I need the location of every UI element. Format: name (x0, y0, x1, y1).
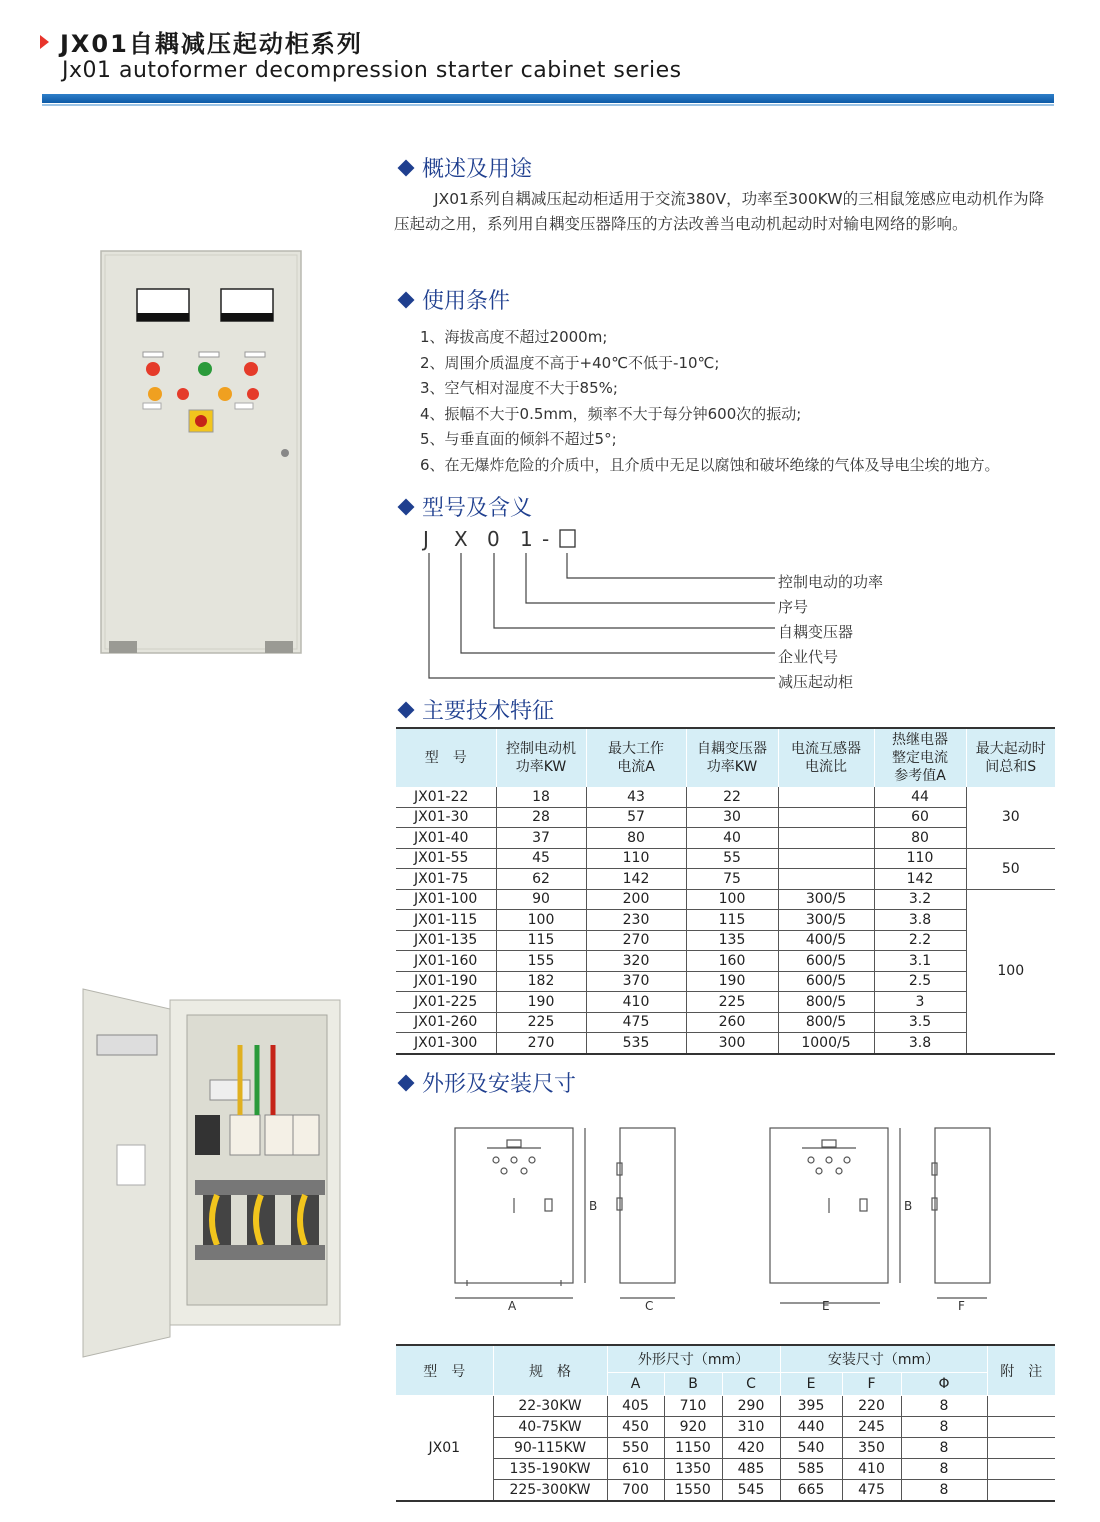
specs-cell (778, 828, 874, 849)
diamond-bullet-icon (398, 498, 415, 515)
dims-cell: 410 (842, 1459, 901, 1480)
specs-cell: 160 (686, 951, 778, 972)
specs-cell: 410 (586, 992, 686, 1013)
dims-cell-spec: 225-300KW (493, 1480, 607, 1502)
header-line: 型 号 (424, 750, 467, 766)
specs-title-text: 主要技术特征 (422, 699, 555, 724)
dims-cell: 540 (780, 1438, 842, 1459)
dims-cell-note (987, 1438, 1055, 1459)
dims-col-a: A (607, 1373, 664, 1396)
specs-cell: 190 (496, 992, 586, 1013)
dims-cell: 450 (607, 1417, 664, 1438)
dims-cell-note (987, 1417, 1055, 1438)
specs-cell-start-time: 30 (966, 787, 1055, 848)
header-arrow-icon (40, 35, 49, 49)
header-line: 控制电动机 (506, 741, 576, 757)
dims-row (396, 1417, 1055, 1438)
specs-cell: 142 (874, 869, 966, 890)
dims-header-mount: 安装尺寸（mm） (780, 1345, 987, 1373)
dims-cell: 545 (722, 1480, 780, 1502)
specs-cell: 600/5 (778, 951, 874, 972)
specs-cell: 3 (874, 992, 966, 1013)
dims-header-model: 型 号 (396, 1345, 493, 1396)
model-label-serial: 序号 (778, 598, 809, 616)
diamond-bullet-icon (398, 291, 415, 308)
specs-cell: 100 (686, 889, 778, 910)
model-label-power: 控制电动的功率 (778, 573, 884, 591)
model-char-0: 0 (487, 527, 500, 551)
specs-header-motor-power (496, 728, 586, 787)
condition-item: 2、周围介质温度不高于+40℃不低于-10℃; (420, 353, 720, 372)
specs-header-row (396, 728, 1055, 787)
specs-cell-model: JX01-225 (396, 992, 496, 1013)
header-line: 最大工作 (608, 741, 664, 757)
specs-cell: 3.8 (874, 1033, 966, 1054)
dims-col-c: C (722, 1373, 780, 1396)
specs-cell: 535 (586, 1033, 686, 1054)
model-label-autotransformer: 自耦变压器 (778, 623, 854, 641)
dims-cell: 220 (842, 1396, 901, 1417)
dims-cell: 1550 (664, 1480, 722, 1502)
open-cabinet-photo (75, 985, 345, 1365)
dims-cell: 310 (722, 1417, 780, 1438)
overview-title (396, 152, 532, 183)
condition-item: 1、海拔高度不超过2000m; (420, 328, 608, 346)
install-title-text: 外形及安装尺寸 (422, 1072, 577, 1097)
specs-cell: 200 (586, 889, 686, 910)
dims-header-note: 附 注 (987, 1345, 1055, 1396)
dims-cell: 245 (842, 1417, 901, 1438)
specs-cell: 300/5 (778, 889, 874, 910)
specs-cell: 320 (586, 951, 686, 972)
specs-cell: 75 (686, 869, 778, 890)
dims-cell-spec: 40-75KW (493, 1417, 607, 1438)
dims-cell: 290 (722, 1396, 780, 1417)
specs-cell-model: JX01-260 (396, 1012, 496, 1033)
specs-cell: 370 (586, 971, 686, 992)
diamond-bullet-icon (398, 701, 415, 718)
dims-cell-note (987, 1459, 1055, 1480)
dims-cell: 485 (722, 1459, 780, 1480)
specs-cell: 90 (496, 889, 586, 910)
specs-cell (778, 848, 874, 869)
dims-cell: 8 (901, 1459, 987, 1480)
dims-cell: 710 (664, 1396, 722, 1417)
specs-cell: 135 (686, 930, 778, 951)
specs-cell: 110 (874, 848, 966, 869)
specs-cell: 600/5 (778, 971, 874, 992)
header-line: 最大起动时 (975, 741, 1046, 757)
specs-cell: 60 (874, 807, 966, 828)
model-placeholder-box (560, 530, 575, 547)
specs-cell: 270 (586, 930, 686, 951)
dims-cell: 585 (780, 1459, 842, 1480)
dims-cell-spec: 135-190KW (493, 1459, 607, 1480)
specs-cell: 22 (686, 787, 778, 807)
model-char-j: J (423, 527, 429, 551)
specs-row (396, 930, 1055, 951)
specs-cell-model: JX01-55 (396, 848, 496, 869)
condition-item: 4、振幅不大于0.5mm，频率不大于每分钟600次的振动; (420, 404, 802, 423)
specs-cell: 62 (496, 869, 586, 890)
specs-header-transformer-power (686, 728, 778, 787)
overview-text: JX01系列自耦减压起动柜适用于交流380V，功率至300KW的三相鼠笼感应电动机作为降压起动之用，系列用自耦变压器降压的方法改善当电动机起动时对输电网络的影响。 (394, 190, 1045, 233)
dims-cell: 550 (607, 1438, 664, 1459)
specs-header-thermal-relay (874, 728, 966, 787)
specs-cell-model: JX01-100 (396, 889, 496, 910)
header-divider (42, 94, 1054, 103)
specs-cell: 115 (496, 930, 586, 951)
specs-cell: 100 (496, 910, 586, 931)
page-title-cn: JX01自耦减压起动柜系列 (60, 30, 363, 58)
specs-cell (778, 869, 874, 890)
header-line: 功率KW (515, 759, 567, 775)
specs-cell-model: JX01-190 (396, 971, 496, 992)
dims-cell: 700 (607, 1480, 664, 1502)
header-divider-thin (42, 104, 1054, 106)
closed-cabinet-photo (95, 245, 315, 665)
specs-row (396, 910, 1055, 931)
specs-cell: 800/5 (778, 1012, 874, 1033)
dim-label-a: A (508, 1299, 517, 1313)
dims-col-b: B (664, 1373, 722, 1396)
specs-cell-model: JX01-75 (396, 869, 496, 890)
dims-cell: 8 (901, 1438, 987, 1459)
specs-cell: 45 (496, 848, 586, 869)
dims-row (396, 1438, 1055, 1459)
dims-cell: 1150 (664, 1438, 722, 1459)
specs-cell: 230 (586, 910, 686, 931)
specs-cell: 3.5 (874, 1012, 966, 1033)
specs-cell: 80 (586, 828, 686, 849)
dims-cell: 420 (722, 1438, 780, 1459)
dims-cell-note (987, 1396, 1055, 1417)
header-line: 电流A (617, 759, 655, 775)
specs-cell: 57 (586, 807, 686, 828)
specs-cell-model: JX01-115 (396, 910, 496, 931)
specs-cell-start-time: 50 (966, 848, 1055, 889)
specs-row (396, 807, 1055, 828)
header-line: 功率KW (706, 759, 758, 775)
install-title (396, 1067, 576, 1098)
dims-cell: 475 (842, 1480, 901, 1502)
specs-cell: 225 (496, 1012, 586, 1033)
header-line: 电流互感器 (791, 741, 861, 757)
specs-cell: 40 (686, 828, 778, 849)
specs-cell: 3.8 (874, 910, 966, 931)
specs-header-max-current (586, 728, 686, 787)
dims-cell-note (987, 1480, 1055, 1502)
condition-item: 3、空气相对湿度不大于85%; (420, 379, 618, 397)
specs-row (396, 869, 1055, 890)
specs-row (396, 828, 1055, 849)
specs-cell: 18 (496, 787, 586, 807)
dim-label-b1: B (589, 1199, 598, 1213)
diamond-bullet-icon (398, 1074, 415, 1091)
dims-cell: 405 (607, 1396, 664, 1417)
specs-cell (778, 807, 874, 828)
specs-row (396, 1033, 1055, 1054)
specs-cell: 2.2 (874, 930, 966, 951)
dims-cell: 8 (901, 1396, 987, 1417)
model-title (396, 491, 532, 522)
dims-cell-spec: 90-115KW (493, 1438, 607, 1459)
specs-cell: 182 (496, 971, 586, 992)
dims-row (396, 1480, 1055, 1502)
specs-row (396, 992, 1055, 1013)
dim-label-f: F (958, 1299, 965, 1313)
specs-row (396, 971, 1055, 992)
specs-cell: 28 (496, 807, 586, 828)
specs-cell-model: JX01-40 (396, 828, 496, 849)
dims-col-e: E (780, 1373, 842, 1396)
specs-cell: 80 (874, 828, 966, 849)
dims-header-outer: 外形尺寸（mm） (607, 1345, 780, 1373)
dims-row (396, 1459, 1055, 1480)
dims-cell: 440 (780, 1417, 842, 1438)
dim-label-c: C (645, 1299, 654, 1313)
condition-item: 6、在无爆炸危险的介质中，且介质中无足以腐蚀和破坏绝缘的气体及导电尘埃的地方。 (420, 455, 1000, 474)
specs-row (396, 889, 1055, 910)
specs-cell-model: JX01-22 (396, 787, 496, 807)
specs-title (396, 694, 554, 725)
condition-item: 5、与垂直面的倾斜不超过5°; (420, 430, 617, 448)
header-line: 热继电器 (892, 732, 948, 748)
dims-col-phi: Φ (901, 1373, 987, 1396)
model-char-1: 1 (520, 527, 533, 551)
dims-col-f: F (842, 1373, 901, 1396)
specs-header-model (396, 728, 496, 787)
specs-cell: 260 (686, 1012, 778, 1033)
conditions-list (420, 325, 1000, 478)
diamond-bullet-icon (398, 159, 415, 176)
header-line: 整定电流 (892, 750, 948, 766)
specs-cell (778, 787, 874, 807)
specs-cell-start-time: 100 (966, 889, 1055, 1054)
model-leader-lines (415, 525, 785, 695)
dims-cell: 665 (780, 1480, 842, 1502)
dims-header-row-1 (396, 1345, 1055, 1373)
specs-cell: 1000/5 (778, 1033, 874, 1054)
conditions-title (396, 284, 510, 315)
dim-label-e: E (822, 1299, 830, 1313)
specs-cell: 475 (586, 1012, 686, 1033)
model-label-company: 企业代号 (778, 648, 839, 666)
specs-cell: 142 (586, 869, 686, 890)
specs-cell-model: JX01-30 (396, 807, 496, 828)
specs-cell: 155 (496, 951, 586, 972)
dim-label-b2: B (904, 1199, 913, 1213)
overview-title-text: 概述及用途 (422, 157, 533, 182)
page-title-en: Jx01 autoformer decompression starter cabinet series (62, 58, 682, 83)
specs-cell-model: JX01-300 (396, 1033, 496, 1054)
side-view-2 (935, 1128, 990, 1283)
install-drawings (445, 1118, 1005, 1323)
specs-cell: 270 (496, 1033, 586, 1054)
dims-cell: 8 (901, 1417, 987, 1438)
dims-table (396, 1344, 1055, 1502)
specs-cell: 300/5 (778, 910, 874, 931)
specs-cell: 2.5 (874, 971, 966, 992)
header-line: 参考值A (894, 768, 946, 784)
dims-cell: 395 (780, 1396, 842, 1417)
specs-header-start-time (966, 728, 1055, 787)
specs-cell: 44 (874, 787, 966, 807)
specs-row (396, 848, 1055, 869)
specs-cell: 300 (686, 1033, 778, 1054)
specs-cell: 37 (496, 828, 586, 849)
dims-cell: 1350 (664, 1459, 722, 1480)
dims-cell: 350 (842, 1438, 901, 1459)
specs-row (396, 951, 1055, 972)
specs-cell: 400/5 (778, 930, 874, 951)
model-title-text: 型号及含义 (422, 496, 533, 521)
dims-cell: 920 (664, 1417, 722, 1438)
specs-table (396, 727, 1055, 1055)
specs-cell: 30 (686, 807, 778, 828)
specs-cell: 110 (586, 848, 686, 869)
specs-row (396, 787, 1055, 807)
header-line: 电流比 (805, 759, 847, 775)
model-label-cabinet: 减压起动柜 (778, 673, 854, 691)
model-char-dash: - (542, 527, 550, 551)
side-view-1 (620, 1128, 675, 1283)
specs-cell: 43 (586, 787, 686, 807)
dims-cell: 610 (607, 1459, 664, 1480)
specs-cell-model: JX01-135 (396, 930, 496, 951)
header-line: 自耦变压器 (697, 741, 767, 757)
model-char-x: X (454, 527, 468, 551)
specs-cell: 800/5 (778, 992, 874, 1013)
specs-cell: 55 (686, 848, 778, 869)
specs-cell: 225 (686, 992, 778, 1013)
dims-row (396, 1396, 1055, 1417)
header-line: 间总和S (985, 759, 1037, 775)
specs-row (396, 1012, 1055, 1033)
specs-cell: 115 (686, 910, 778, 931)
dims-header-spec: 规 格 (493, 1345, 607, 1396)
dims-cell: 8 (901, 1480, 987, 1502)
conditions-title-text: 使用条件 (422, 289, 511, 314)
specs-cell: 3.2 (874, 889, 966, 910)
specs-cell: 190 (686, 971, 778, 992)
specs-cell-model: JX01-160 (396, 951, 496, 972)
specs-header-ct-ratio (778, 728, 874, 787)
specs-cell: 3.1 (874, 951, 966, 972)
dims-cell-spec: 22-30KW (493, 1396, 607, 1417)
dims-cell-model: JX01 (396, 1396, 493, 1502)
